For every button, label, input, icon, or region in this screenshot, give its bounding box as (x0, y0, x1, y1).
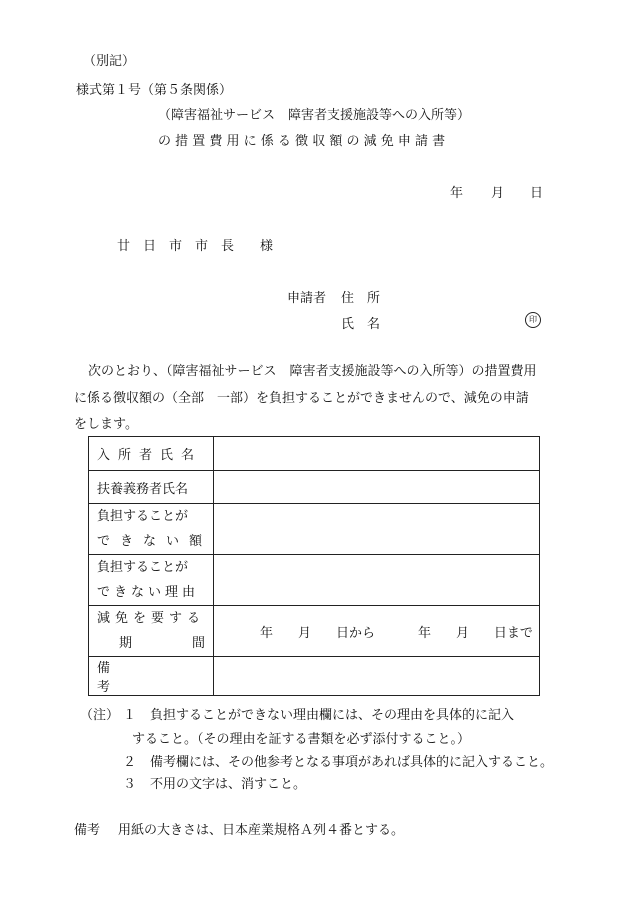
unpayable-amount-label-1: 負担することが (97, 509, 189, 524)
resident-name-label-cell (89, 437, 214, 471)
title-line-2: の 措 置 費 用 に 係 る 徴 収 額 の 減 免 申 請 書 (158, 134, 446, 149)
period-from-day: 日から (335, 625, 375, 641)
remarks-label: 備考 (97, 661, 181, 695)
note-2-number: ２ (123, 755, 137, 770)
unpayable-amount-field[interactable] (214, 504, 540, 555)
form-number: 様式第１号（第５条関係） (76, 83, 233, 98)
footer-text: 用紙の大きさは、日本産業規格Ａ列４番とする。 (118, 823, 405, 838)
title-line-1: （障害福祉サービス 障害者支援施設等への入所等） (158, 108, 471, 123)
applicant-label: 申請者 (287, 291, 327, 306)
note-3-text: 不用の文字は、消すこと。 (150, 777, 307, 792)
row-reduction-period (89, 606, 540, 657)
guardian-name-label: 扶養義務者氏名 (97, 481, 189, 497)
period-to-month: 月 (455, 625, 469, 641)
body-line-2: に係る徴収額の（全部 一部）を負担することができませんので、減免の申請 (74, 391, 529, 406)
row-guardian-name (89, 471, 540, 504)
date-day-label: 日 (530, 186, 544, 201)
application-table (88, 436, 540, 696)
reduction-period-label-cell (89, 606, 265, 657)
note-3-number: ３ (123, 777, 137, 792)
note-1-line-1: 負担することができない理由欄には、その理由を具体的に記入 (150, 708, 515, 723)
unpayable-amount-label-cell (89, 504, 214, 555)
row-unpayable-amount (89, 504, 540, 555)
addressee: 廿 日 市 市 長 様 (117, 239, 274, 254)
note-2-text: 備考欄には、その他参考となる事項があれば具体的に記入すること。 (150, 755, 554, 770)
body-line-1: 次のとおり、（障害福祉サービス 障害者支援施設等への入所等）の措置費用 (88, 364, 537, 379)
period-to-year: 年 (417, 625, 431, 641)
notes-prefix: （注） (80, 708, 120, 723)
unpayable-reason-label-2: できない理由 (97, 585, 200, 600)
reduction-period-label-2: 期間 (118, 636, 265, 651)
row-remarks (89, 657, 540, 696)
footer-label: 備考 (74, 823, 101, 838)
note-1-line-2: すること。（その理由を証する書類を必ず添付すること。） (132, 732, 471, 747)
row-unpayable-reason (89, 555, 540, 606)
applicant-name-label: 氏 名 (341, 317, 381, 332)
date-month-label: 月 (491, 186, 505, 201)
unpayable-reason-label-1: 負担することが (97, 560, 189, 575)
remarks-label-cell (89, 657, 214, 696)
guardian-name-label-cell (89, 471, 214, 504)
body-line-3: をします。 (74, 417, 138, 432)
resident-name-field[interactable] (214, 437, 540, 471)
unpayable-reason-label-cell (89, 555, 214, 606)
unpayable-reason-field[interactable] (214, 555, 540, 606)
resident-name-label: 入所者氏名 (97, 448, 203, 463)
row-resident-name (89, 437, 540, 471)
period-values (214, 622, 539, 641)
seal-mark: 印 (525, 312, 541, 328)
period-to-day: 日まで (493, 625, 533, 641)
unpayable-amount-label-2: できない額 (97, 534, 213, 549)
guardian-name-field[interactable] (214, 471, 540, 504)
period-from-month: 月 (297, 625, 311, 641)
date-year-label: 年 (450, 186, 464, 201)
reduction-period-label-1: 減免を要する (97, 611, 206, 626)
applicant-address-label: 住 所 (341, 291, 381, 306)
period-from-year: 年 (260, 625, 274, 641)
appendix-label: （別記） (83, 54, 136, 69)
note-1-number: １ (123, 708, 137, 723)
remarks-field[interactable] (214, 657, 540, 696)
